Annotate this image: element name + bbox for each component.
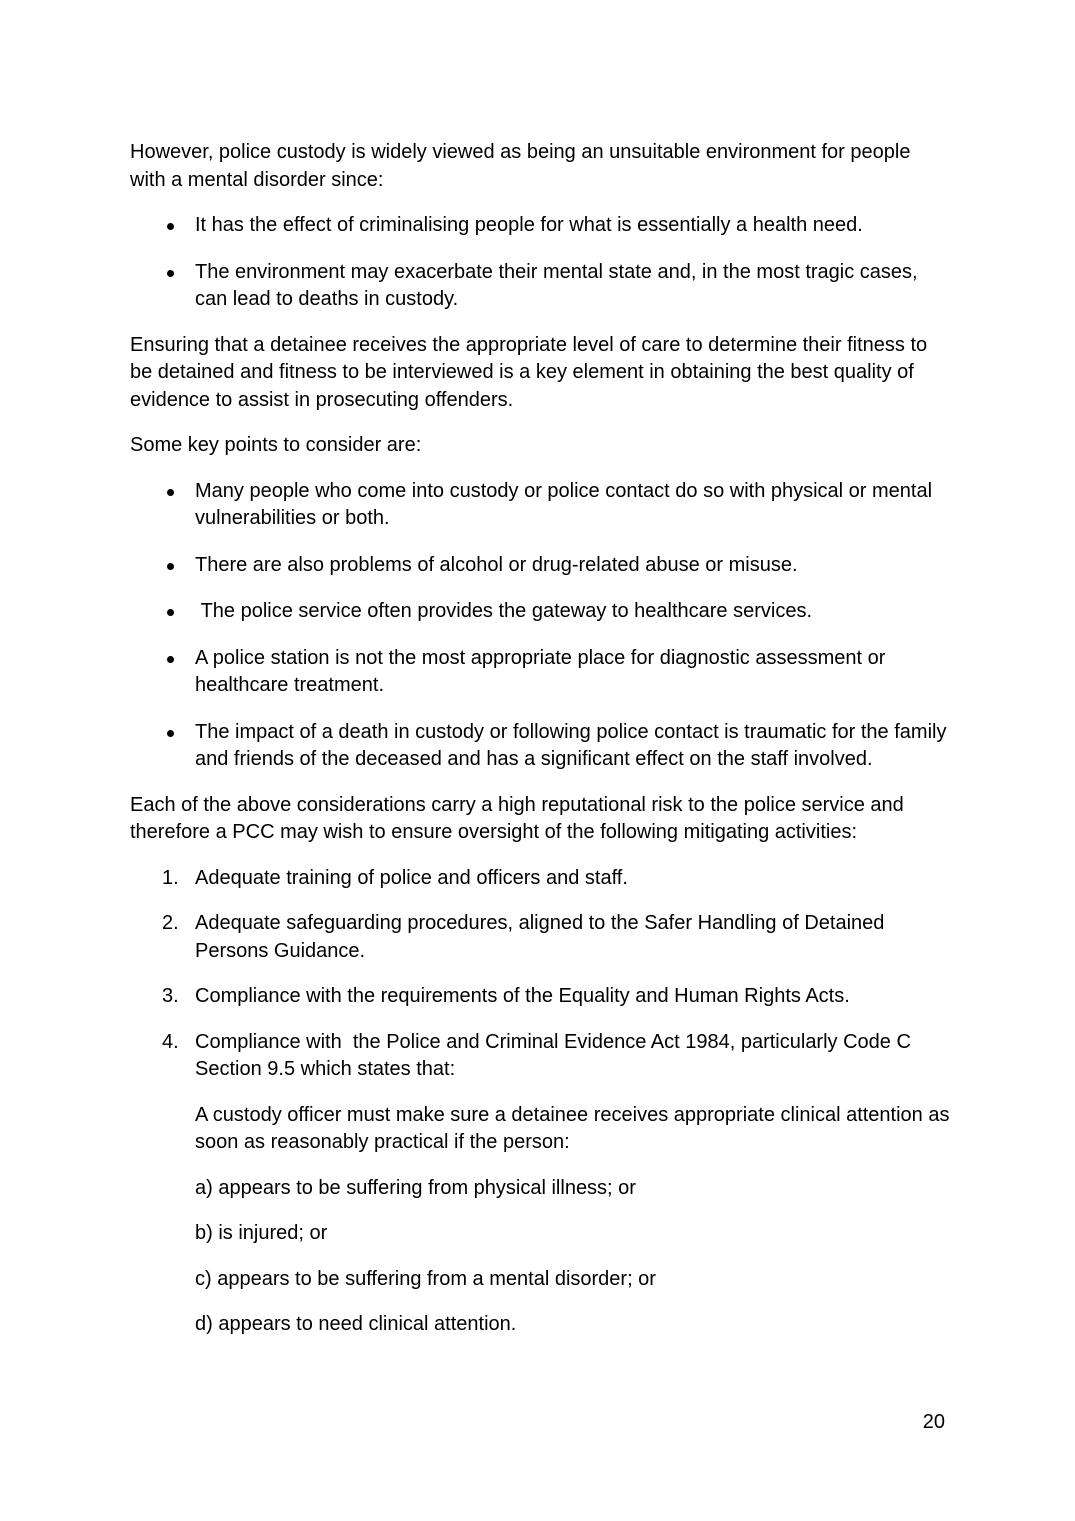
code-c-item: c) appears to be suffering from a mental disorder; or — [195, 1267, 656, 1290]
code-c-item: a) appears to be suffering from physical illness; or — [195, 1176, 636, 1199]
item-text: Compliance with the Police and Criminal Evidence Act 1984, particularly Code C Section 9.5 which states that: — [195, 1030, 917, 1080]
key-points-list — [130, 478, 950, 774]
intro-paragraph: However, police custody is widely viewed as being an unsuitable environment for people with a mental disorder since: — [130, 141, 911, 191]
list-item — [130, 719, 950, 774]
list-item — [130, 478, 950, 533]
reasons-list — [130, 212, 950, 314]
numbered-item — [130, 865, 950, 893]
list-item-text: There are also problems of alcohol or drug-related abuse or misuse. — [195, 553, 798, 576]
numbered-item — [130, 983, 950, 1011]
numbered-item — [130, 910, 950, 965]
item-number: 1. — [162, 866, 179, 889]
bullet-icon — [167, 489, 174, 496]
bullet-icon — [167, 656, 174, 663]
activities-list — [130, 865, 950, 1339]
item-number: 4. — [162, 1030, 179, 1053]
considerations-paragraph: Each of the above considerations carry a high reputational risk to the police service and therefore a PCC may wish to ensure oversight of the following mitigating activities: — [130, 793, 904, 843]
numbered-item — [130, 1029, 950, 1339]
code-c-quote — [195, 1102, 950, 1339]
item-number: 3. — [162, 985, 179, 1007]
list-item-text: The police service often provides the gateway to healthcare services. — [195, 600, 812, 622]
bullet-icon — [167, 730, 174, 737]
code-c-intro: A custody officer must make sure a detainee receives appropriate clinical attention as soon as reasonably practical if the person: — [195, 1103, 950, 1153]
bullet-icon — [167, 609, 174, 616]
list-item — [130, 645, 950, 700]
bullet-icon — [167, 270, 174, 277]
item-text: Adequate safeguarding procedures, aligned to the Safer Handling of Detained Persons Guidance. — [195, 912, 885, 962]
list-item-text: A police station is not the most appropriate place for diagnostic assessment or healthcare treatment. — [195, 646, 886, 696]
item-text: Adequate training of police and officers and staff. — [195, 866, 628, 889]
item-text: Compliance with the requirements of the Equality and Human Rights Acts. — [195, 985, 850, 1007]
code-c-item: d) appears to need clinical attention. — [195, 1313, 517, 1335]
list-item-text: The impact of a death in custody or following police contact is traumatic for the family and friends of the deceased and has a significant effect on the staff involved. — [195, 720, 947, 770]
item-number: 2. — [162, 912, 179, 934]
list-item — [130, 212, 950, 240]
list-item — [130, 552, 950, 580]
bullet-icon — [167, 563, 174, 570]
bullet-icon — [167, 223, 174, 230]
list-item — [130, 259, 950, 314]
list-item-text: The environment may exacerbate their mental state and, in the most tragic cases, can lead to deaths in custody. — [195, 260, 918, 310]
ensuring-paragraph: Ensuring that a detainee receives the appropriate level of care to determine their fitness to be detained and fitness to be interviewed is a key element in obtaining the best quality of evidence to assist in prosecuting offenders. — [130, 333, 928, 411]
page-number: 20 — [922, 1411, 945, 1433]
key-points-intro: Some key points to consider are: — [130, 434, 422, 456]
list-item-text: It has the effect of criminalising people for what is essentially a health need. — [195, 214, 863, 236]
code-c-item: b) is injured; or — [195, 1222, 328, 1244]
list-item — [130, 598, 950, 626]
list-item-text: Many people who come into custody or police contact do so with physical or mental vulnerabilities or both. — [195, 479, 933, 529]
page-content — [130, 139, 950, 1357]
